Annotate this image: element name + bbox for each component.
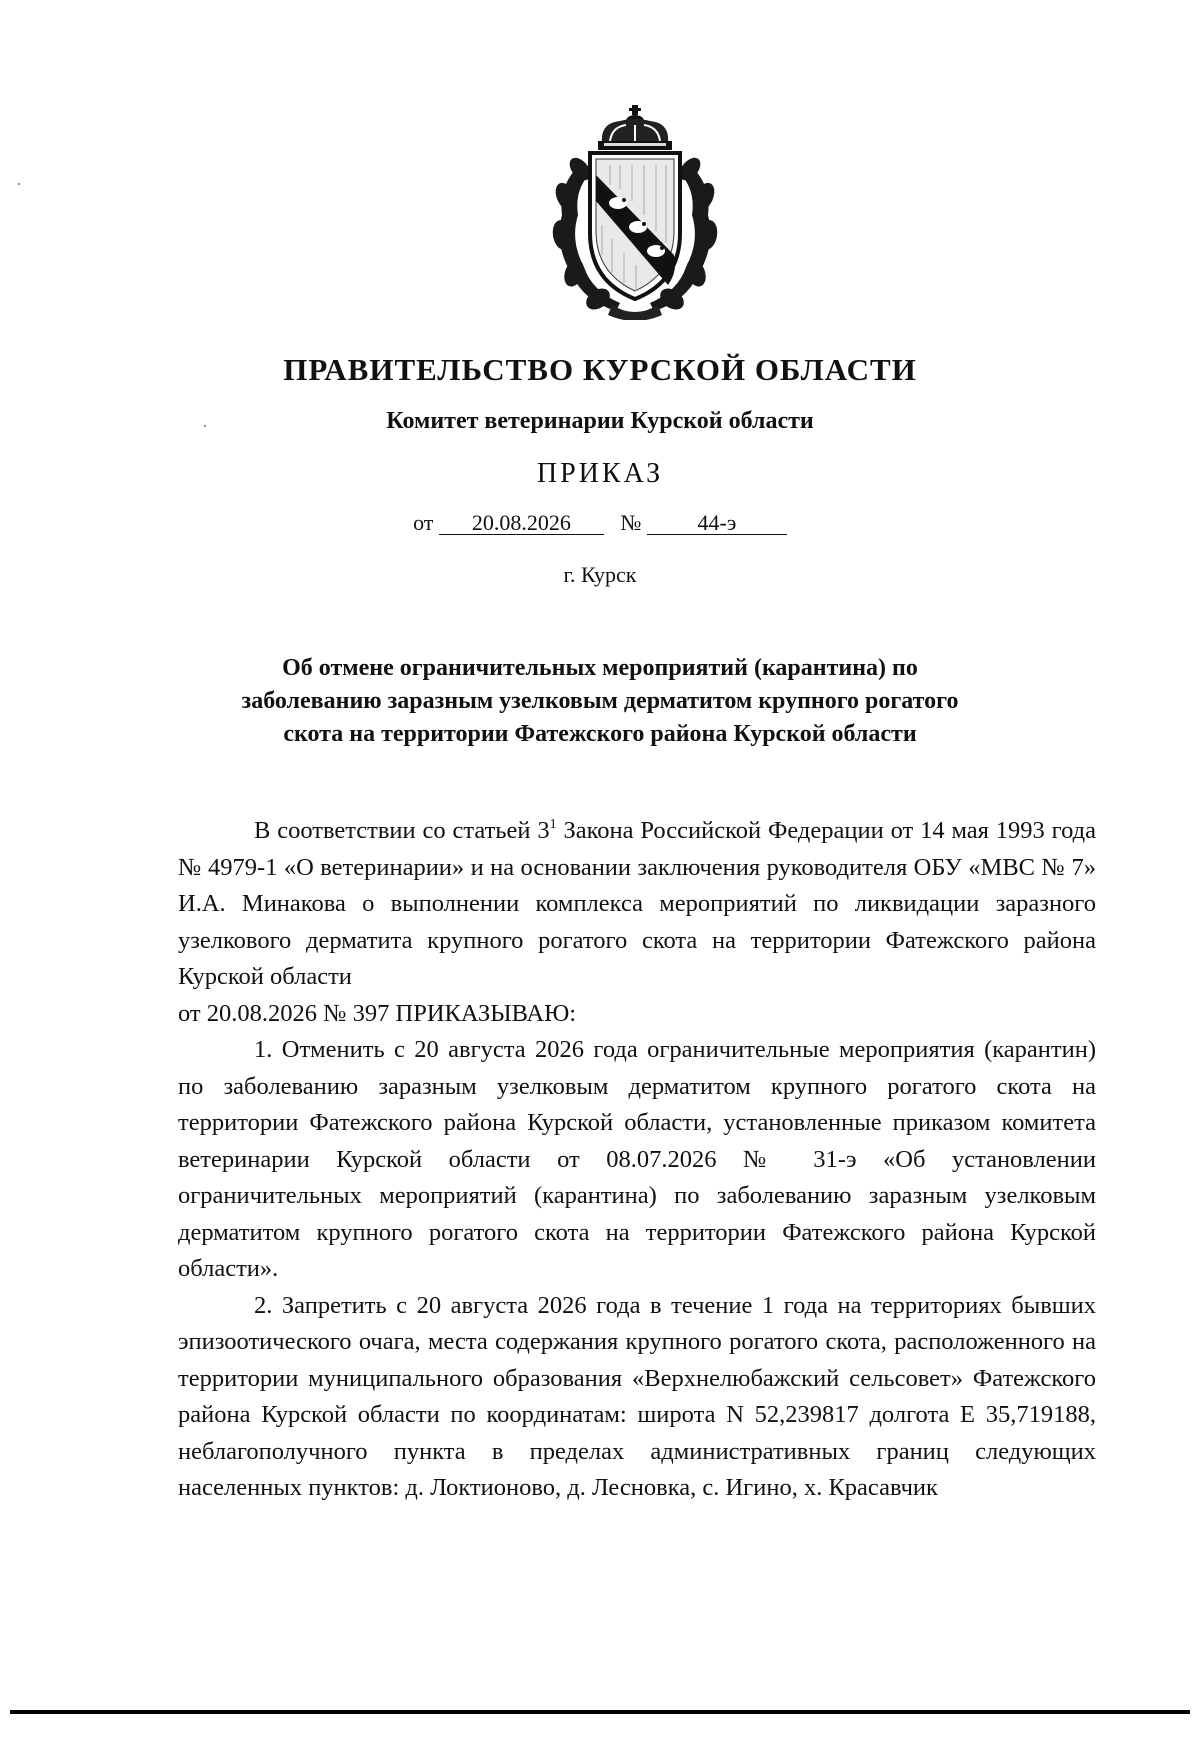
subject-line: скота на территории Фатежского района Курской области bbox=[283, 721, 917, 747]
document-type: ПРИКАЗ bbox=[536, 458, 664, 489]
preamble-last-line: от 20.08.2026 № 397 ПРИКАЗЫВАЮ: bbox=[178, 999, 577, 1027]
order-subject bbox=[160, 652, 1040, 751]
order-body bbox=[178, 813, 1096, 1507]
article-superscript: 1 bbox=[549, 817, 557, 832]
committee-name: Комитет ветеринарии Курской области bbox=[386, 408, 814, 434]
scan-speck bbox=[204, 425, 206, 427]
date-prefix: от bbox=[413, 510, 434, 535]
government-title: ПРАВИТЕЛЬСТВО КУРСКОЙ ОБЛАСТИ bbox=[283, 352, 917, 387]
subject-line: Об отмене ограничительных мероприятий (карантина) по bbox=[282, 655, 918, 681]
order-date: 20.08.2026 bbox=[439, 512, 604, 535]
kursk-coat-of-arms-icon bbox=[540, 105, 730, 320]
order-date-line bbox=[0, 510, 1200, 536]
preamble-text: Закона Российской Федерации от 14 мая 1993 года № 4979-1 «О ветеринарии» и на основании заключения руководителя ОБУ «МВС № 7» И.А. Минакова о выполнении комплекса мероприятий по ликвидации заразного узелкового дерматита крупного рогатого скота на территории Фатежского района Курской области bbox=[178, 817, 1096, 990]
number-sign: № bbox=[620, 510, 642, 535]
preamble-text: В соответствии со статьей 3 bbox=[254, 817, 550, 844]
scan-speck bbox=[18, 183, 20, 185]
shield-icon bbox=[590, 153, 680, 299]
order-item-1: 1. Отменить с 20 августа 2026 года ограничительные мероприятия (карантин) по заболеванию заразным узелковым дерматитом крупного рогатого скота на территории Фатежского района Курской области, установленные приказом комитета ветеринарии Курской области от 08.07.2026 № 31-э «Об установлении ограничительных мероприятий (карантина) по заболеванию заразным узелковым дерматитом крупного рогатого скота на территории Фатежского района Курской области». bbox=[178, 1036, 1096, 1282]
order-number: 44-э bbox=[647, 512, 787, 535]
subject-line: заболеванию заразным узелковым дерматитом крупного рогатого bbox=[241, 688, 959, 714]
crown-icon bbox=[598, 105, 672, 150]
preamble-paragraph bbox=[178, 813, 1096, 996]
city: г. Курск bbox=[563, 562, 637, 587]
coat-of-arms-emblem bbox=[540, 105, 730, 320]
order-item-2: 2. Запретить с 20 августа 2026 года в течение 1 года на территориях бывших эпизоотического очага, места содержания крупного рогатого скота, расположенного на территории муниципального образования «Верхнелюбажский сельсовет» Фатежского района Курской области по координатам: широта N 52,239817 долгота E 35,719188, неблагополучного пункта в пределах административных границ следующих населенных пунктов: д. Локтионово, д. Лесновка, с. Игино, х. Красавчик bbox=[178, 1291, 1096, 1501]
page-bottom-rule bbox=[10, 1710, 1190, 1714]
